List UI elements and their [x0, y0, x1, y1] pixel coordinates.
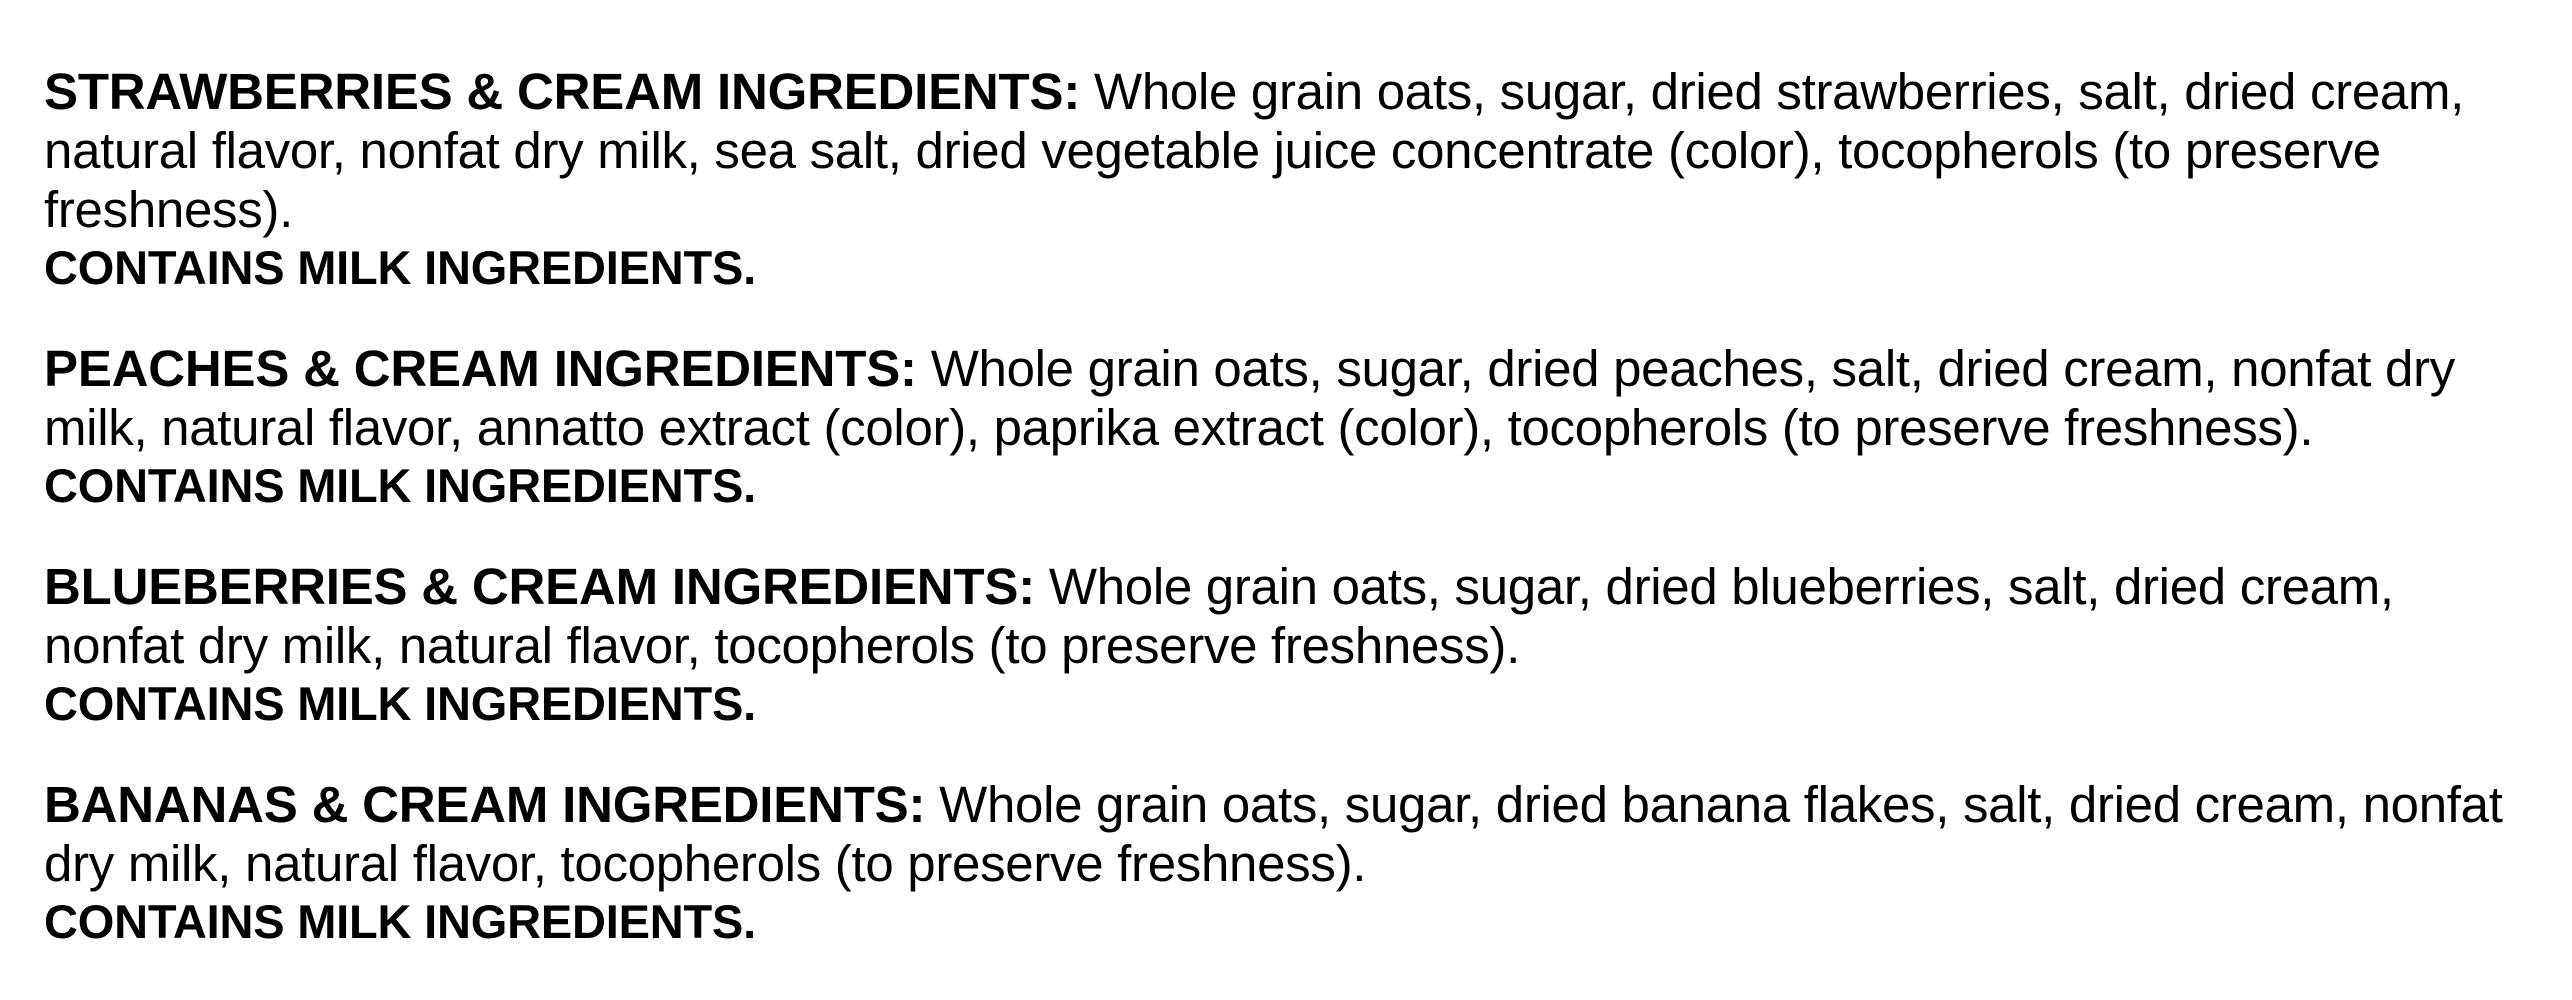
ingredient-list: Whole grain oats, sugar, dried blueberries, salt, dried cream, nonfat dry milk, natural flavor, tocopherols (to preserve freshness).	[44, 557, 2394, 675]
allergen-contains-statement: CONTAINS MILK INGREDIENTS.	[44, 677, 756, 731]
ingredient-block-blueberries-and-cream	[44, 557, 2528, 731]
ingredient-heading: BLUEBERRIES & CREAM INGREDIENTS:	[44, 557, 1035, 615]
ingredient-heading: STRAWBERRIES & CREAM INGREDIENTS:	[44, 63, 1081, 120]
ingredient-statement	[44, 557, 2528, 675]
ingredient-block-peaches-and-cream	[44, 339, 2528, 513]
ingredient-statement	[44, 339, 2528, 457]
ingredient-block-bananas-and-cream	[44, 775, 2528, 949]
ingredient-statement	[44, 62, 2528, 239]
allergen-contains-statement: CONTAINS MILK INGREDIENTS.	[44, 895, 756, 949]
ingredient-heading: BANANAS & CREAM INGREDIENTS:	[44, 775, 926, 833]
ingredient-block-strawberries-and-cream	[44, 62, 2528, 295]
allergen-contains-statement: CONTAINS MILK INGREDIENTS.	[44, 459, 756, 513]
ingredient-list: Whole grain oats, sugar, dried peaches, salt, dried cream, nonfat dry milk, natural flavor, annatto extract (color), paprika extract (color), tocopherols (to preserve freshness).	[44, 340, 2455, 457]
ingredient-list: Whole grain oats, sugar, dried banana flakes, salt, dried cream, nonfat dry milk, natural flavor, tocopherols (to preserve freshness).	[44, 775, 2503, 892]
allergen-contains-statement: CONTAINS MILK INGREDIENTS.	[44, 241, 756, 295]
ingredient-heading: PEACHES & CREAM INGREDIENTS:	[44, 340, 917, 398]
ingredient-list: Whole grain oats, sugar, dried strawberries, salt, dried cream, natural flavor, nonfat dry milk, sea salt, dried vegetable juice concentrate (color), tocopherols (to preserve freshness).	[44, 63, 2465, 239]
ingredient-statement	[44, 775, 2528, 893]
